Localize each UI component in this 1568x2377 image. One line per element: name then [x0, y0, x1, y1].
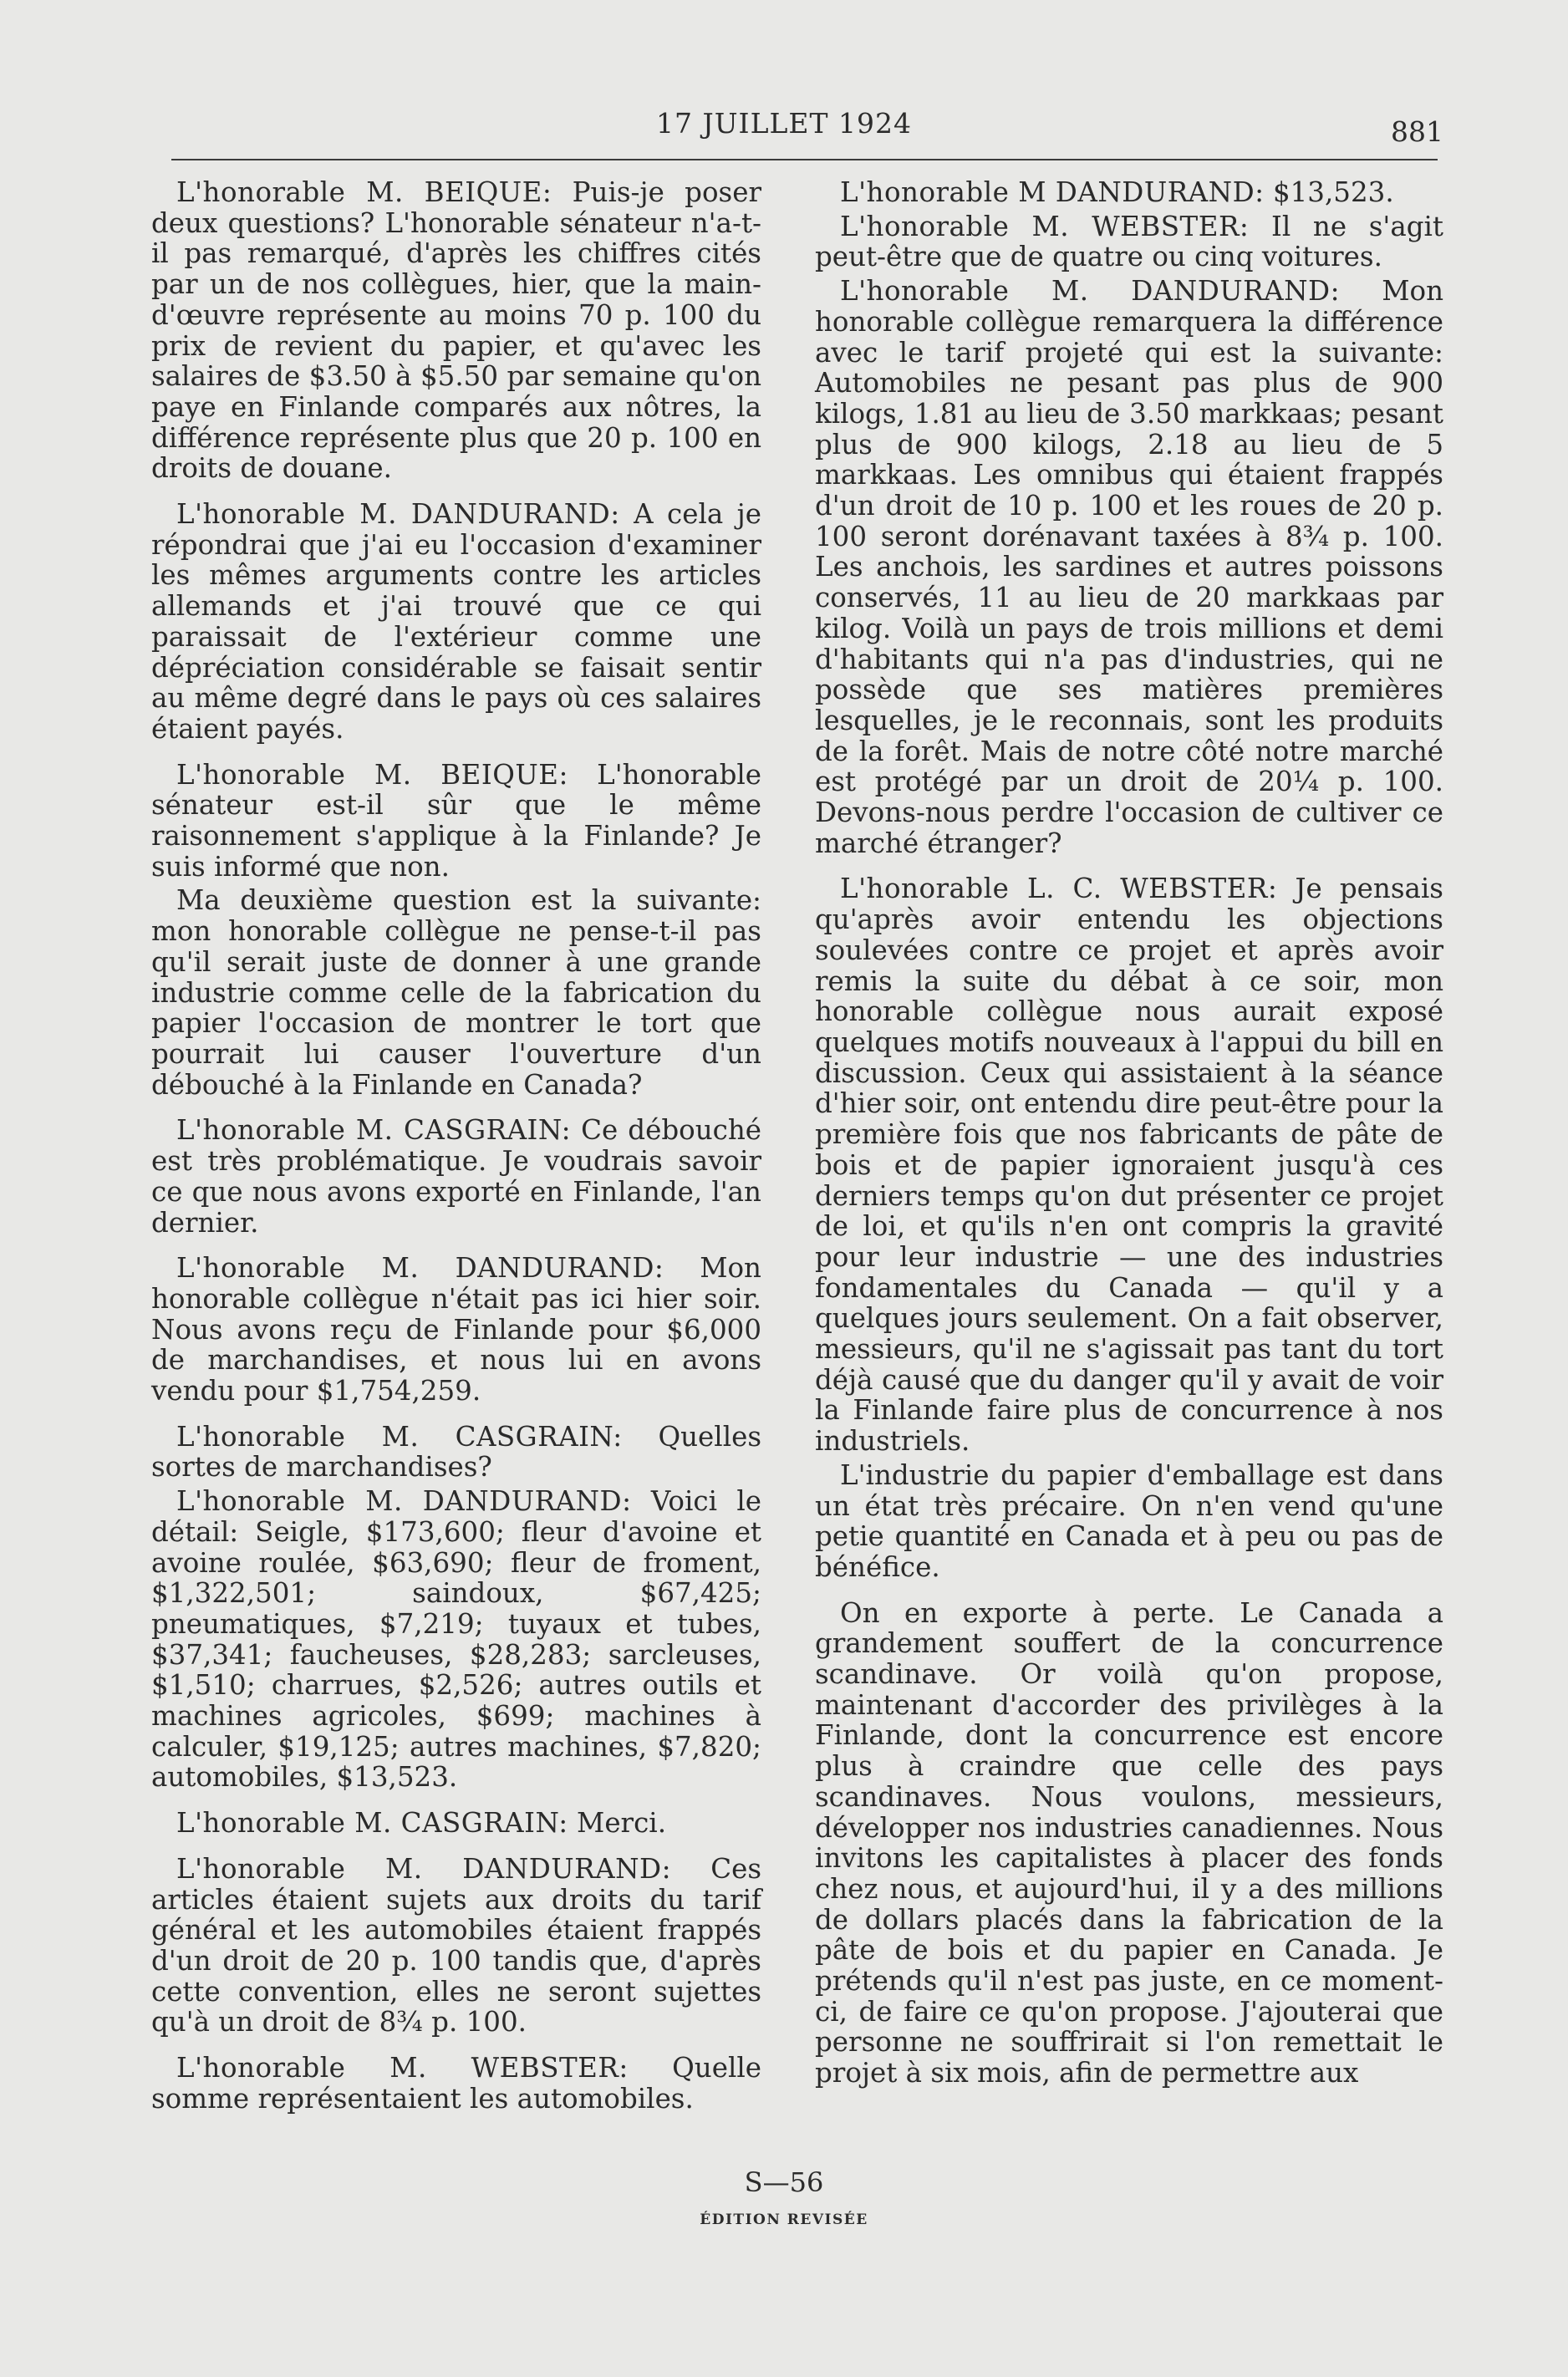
left-column: [151, 177, 761, 2129]
speaker-name: L'honorable M. CASGRAIN:: [176, 1807, 568, 1840]
paragraph-text: Ma deuxième question est la suivante: mon honorable collègue ne pense-t-il pas qu'il serait juste de donner à une grande industrie comme celle de la fabrication du papier l'occasion de montrer le tort que pourrait lui causer l'ouverture d'un débouché à la Finlande en Canada?: [151, 884, 761, 1101]
speaker-name: L'honorable M DANDURAND:: [840, 176, 1265, 208]
paragraph-text: Mon honorable collègue n'était pas ici hier soir. Nous avons reçu de Finlande pour $6,000 de marchandises, et nous lui en avons vendu pour $1,754,259.: [151, 1252, 761, 1407]
speaker-name: L'honorable M. DANDURAND:: [176, 1485, 632, 1518]
speaker-name: L'honorable M. CASGRAIN:: [176, 1420, 623, 1453]
paragraph: [151, 1422, 761, 1483]
edition-label: ÉDITION REVISÉE: [700, 2212, 868, 2228]
paragraph: [151, 1253, 761, 1407]
speaker-name: L'honorable M. DANDURAND:: [176, 498, 620, 531]
speaker-name: L'honorable L. C. WEBSTER:: [840, 873, 1278, 905]
paragraph-text: Quelle somme représentaient les automobiles.: [151, 2052, 761, 2115]
paragraph: [151, 177, 761, 484]
paragraph-text: Puis-je poser deux questions? L'honorable sénateur n'a-t-il pas remarqué, d'après les chiffres cités par un de nos collègues, hier, que la main-d'œuvre représente au moins 70 p. 100 du prix de revient du papier, et qu'avec les salaires de $3.50 à $5.50 par semaine qu'on paye en Finlande comparés aux nôtres, la différence représente plus que 20 p. 100 en droits de douane.: [151, 176, 761, 485]
paragraph: [815, 1598, 1443, 2089]
paragraph-text: L'honorable sénateur est-il sûr que le même raisonnement s'applique à la Finlande? Je suis informé que non.: [151, 758, 761, 883]
paragraph: [815, 211, 1443, 272]
paragraph-text: A cela je répondrai que j'ai eu l'occasion d'examiner les mêmes arguments contre les articles allemands et j'ai trouvé que ce qui paraissait de l'extérieur comme une dépréciation considérable se faisait sentir au même degré dans le pays où ces salaires étaient payés.: [151, 498, 761, 745]
page-number: 881: [1391, 115, 1443, 148]
paragraph: [151, 1486, 761, 1793]
paragraph: [151, 760, 761, 883]
speaker-name: L'honorable M. WEBSTER:: [176, 2052, 629, 2084]
paragraph-text: Ce débouché est très problématique. Je voudrais savoir ce que nous avons exporté en Finlande, l'an dernier.: [151, 1114, 761, 1239]
paragraph-text: Mon honorable collègue remarquera la différence avec le tarif projeté qui est la suivante: Automobiles ne pesant pas plus de 900 kilogs, 1.81 au lieu de 3.50 markkaas; pesant plus de 900 kilogs, 2.18 au lieu de 5 markkaas. Les omnibus qui étaient frappés d'un droit de 10 p. 100 et les roues de 20 p. 100 seront dorénavant taxées à 8¾ p. 100. Les anchois, les sardines et autres poissons conservés, 11 au lieu de 20 markkaas par kilog. Voilà un pays de trois millions et demi d'habitants qui n'a pas d'industries, qui ne possède que ses matières premières lesquelles, je le reconnais, sont les produits de la forêt. Mais de notre côté notre marché est protégé par un droit de 20¼ p. 100. Devons-nous perdre l'occasion de cultiver ce marché étranger?: [815, 275, 1443, 859]
paragraph: [815, 1460, 1443, 1583]
paragraph-text: Quelles sortes de marchandises?: [151, 1420, 761, 1484]
speaker-name: L'honorable M. CASGRAIN:: [176, 1114, 572, 1147]
paragraph-text: $13,523.: [1272, 176, 1394, 208]
speaker-name: L'honorable M. DANDURAND:: [176, 1252, 664, 1285]
right-column: [815, 177, 1443, 2104]
paragraph: [151, 1115, 761, 1238]
speaker-name: L'honorable M. DANDURAND:: [840, 275, 1341, 308]
speaker-name: L'honorable M. BEIQUE:: [176, 758, 568, 791]
speaker-name: L'honorable M. DANDURAND:: [176, 1852, 672, 1885]
paragraph-text: On en exporte à perte. Le Canada a grandement souffert de la concurrence scandinave. Or voilà qu'on propose, maintenant d'accorder des privilèges à la Finlande, dont la concurrence est encore plus à craindre que celle des pays scandinaves. Nous voulons, messieurs, développer nos industries canadiennes. Nous invitons les capitalistes à placer des fonds chez nous, et aujourd'hui, il y a des millions de dollars placés dans la fabrication de la pâte de bois et du papier en Canada. Je prétends qu'il n'est pas juste, en ce moment-ci, de faire ce qu'on propose. J'ajouterai que personne ne souffrirait si l'on remettait le projet à six mois, afin de permettre aux: [815, 1596, 1443, 2089]
paragraph: [151, 1808, 761, 1839]
paragraph-text: Voici le détail: Seigle, $173,600; fleur d'avoine et avoine roulée, $63,690; fleur de froment, $1,322,501; saindoux, $67,425; pneumatiques, $7,219; tuyaux et tubes, $37,341; faucheuses, $28,283; sarcleuses, $1,510; charrues, $2,526; autres outils et machines agricoles, $699; machines à calculer, $19,125; autres machines, $7,820; automobiles, $13,523.: [151, 1485, 761, 1794]
page-date: 17 JUILLET 1924: [656, 107, 912, 140]
paragraph-text: Je pensais qu'après avoir entendu les objections soulevées contre ce projet et après avoir remis la suite du débat à ce soir, mon honorable collègue nous aurait exposé quelques motifs nouveaux à l'appui du bill en discussion. Ceux qui assistaient à la séance d'hier soir, ont entendu dire peut-être pour la première fois que nos fabricants de pâte de bois et de papier ignoraient jusqu'à ces derniers temps qu'on dut présenter ce projet de loi, et qu'ils n'en ont compris la gravité pour leur industrie — une des industries fondamentales du Canada — qu'il y a quelques jours seulement. On a fait observer, messieurs, qu'il ne s'agissait pas tant du tort déjà causé que du danger qu'il y avait de voir la Finlande faire plus de concurrence à nos industriels.: [815, 873, 1443, 1458]
paragraph-text: L'industrie du papier d'emballage est dans un état très précaire. On n'en vend qu'une petie quantité en Canada et à peu ou pas de bénéfice.: [815, 1458, 1443, 1583]
paragraph-text: Merci.: [577, 1807, 667, 1840]
speaker-name: L'honorable M. WEBSTER:: [840, 210, 1250, 242]
paragraph: [815, 873, 1443, 1456]
paragraph: [815, 276, 1443, 858]
paragraph: [815, 177, 1443, 208]
paragraph-text: Ces articles étaient sujets aux droits du tarif général et les automobiles étaient frappés d'un droit de 20 p. 100 tandis que, d'après cette convention, elles ne seront sujettes qu'à un droit de 8¾ p. 100.: [151, 1852, 761, 2039]
paragraph: [151, 1854, 761, 2038]
header-rule: [171, 159, 1438, 160]
paragraph: [151, 2053, 761, 2114]
paragraph-text: Il ne s'agit peut-être que de quatre ou cinq voitures.: [815, 210, 1443, 273]
signature-mark: S—56: [744, 2166, 824, 2198]
speaker-name: L'honorable M. BEIQUE:: [176, 176, 552, 208]
paragraph: [151, 885, 761, 1100]
paragraph: [151, 499, 761, 745]
